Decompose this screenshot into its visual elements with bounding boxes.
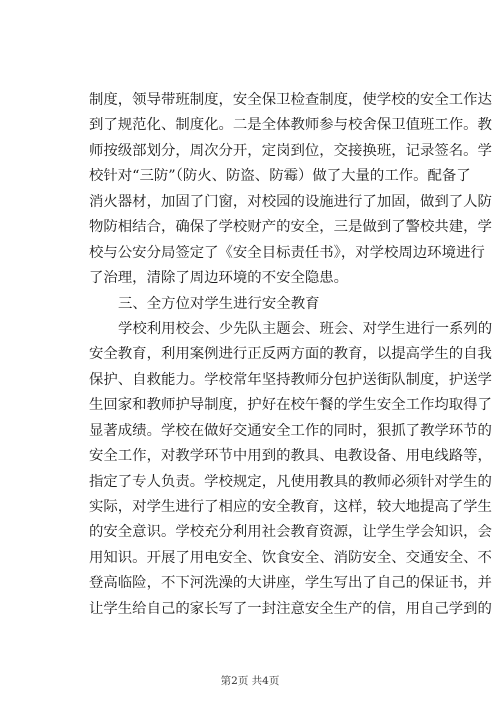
- paragraph-1-line: 了治理，清除了周边环境的不安全隐患。: [89, 270, 349, 287]
- paragraph-2-line: 保护、自救能力。学校常年坚持教师分包护送街队制度，护送学: [89, 371, 492, 388]
- paragraph-1-line: 校与公安分局签定了《安全目标责任书》，对学校周边环境进行: [89, 244, 485, 261]
- body-text: [89, 88, 493, 622]
- paragraph-2-line: 用知识。开展了用电安全、饮食安全、消防安全、交通安全、不: [89, 549, 492, 566]
- page-footer: [0, 673, 500, 688]
- paragraph-1-line: 校针对“三防”（防火、防盗、防霉）做了大量的工作。配备了: [89, 168, 471, 185]
- paragraph-1-line: 物防相结合，确保了学校财产的安全，三是做到了警校共建，学: [89, 219, 492, 236]
- paragraph-2-line: 指定了专人负责。学校规定，凡使用教具的教师必须针对学生的: [89, 473, 492, 490]
- paragraph-2-line: 安全教育，利用案例进行正反两方面的教育，以提高学生的自我: [89, 346, 492, 363]
- paragraph-1-line: 制度，领导带班制度，安全保卫检查制度，使学校的安全工作达: [89, 92, 492, 108]
- paragraph-1-line: 师按级部划分，周次分开，定岗到位，交接换班，记录签名。学: [89, 142, 492, 159]
- paragraph-1-line: 到了规范化、制度化。二是全体教师参与校舍保卫值班工作。教: [89, 117, 492, 134]
- paragraph-2-line: 的安全意识。学校充分利用社会教育资源，让学生学会知识，会: [89, 524, 492, 541]
- paragraph-2-line: 学校利用校会、少先队主题会、班会、对学生进行一系列的: [118, 320, 493, 337]
- paragraph-2-line: 安全工作，对教学环节中用到的教具、电教设备、用电线路等，: [89, 448, 492, 465]
- paragraph-2-line: 让学生给自己的家长写了一封注意安全生产的信，用自己学到的: [89, 600, 492, 617]
- section-heading: 三、全方位对学生进行安全教育: [118, 295, 320, 312]
- paragraph-1-line: 消火器材，加固了门窗，对校园的设施进行了加固，做到了人防: [89, 193, 492, 210]
- paragraph-2-line: 显著成绩。学校在做好交通安全工作的同时，狠抓了教学环节的: [89, 422, 492, 439]
- page-number-label: 第2页 共4页: [220, 675, 280, 687]
- paragraph-2-line: 生回家和教师护导制度，护好在校午餐的学生安全工作均取得了: [89, 397, 492, 414]
- paragraph-2-line: 登高临险，不下河洗澡的大讲座，学生写出了自己的保证书，并: [89, 575, 492, 592]
- paragraph-2-line: 实际，对学生进行了相应的安全教育，这样，较大地提高了学生: [89, 499, 492, 515]
